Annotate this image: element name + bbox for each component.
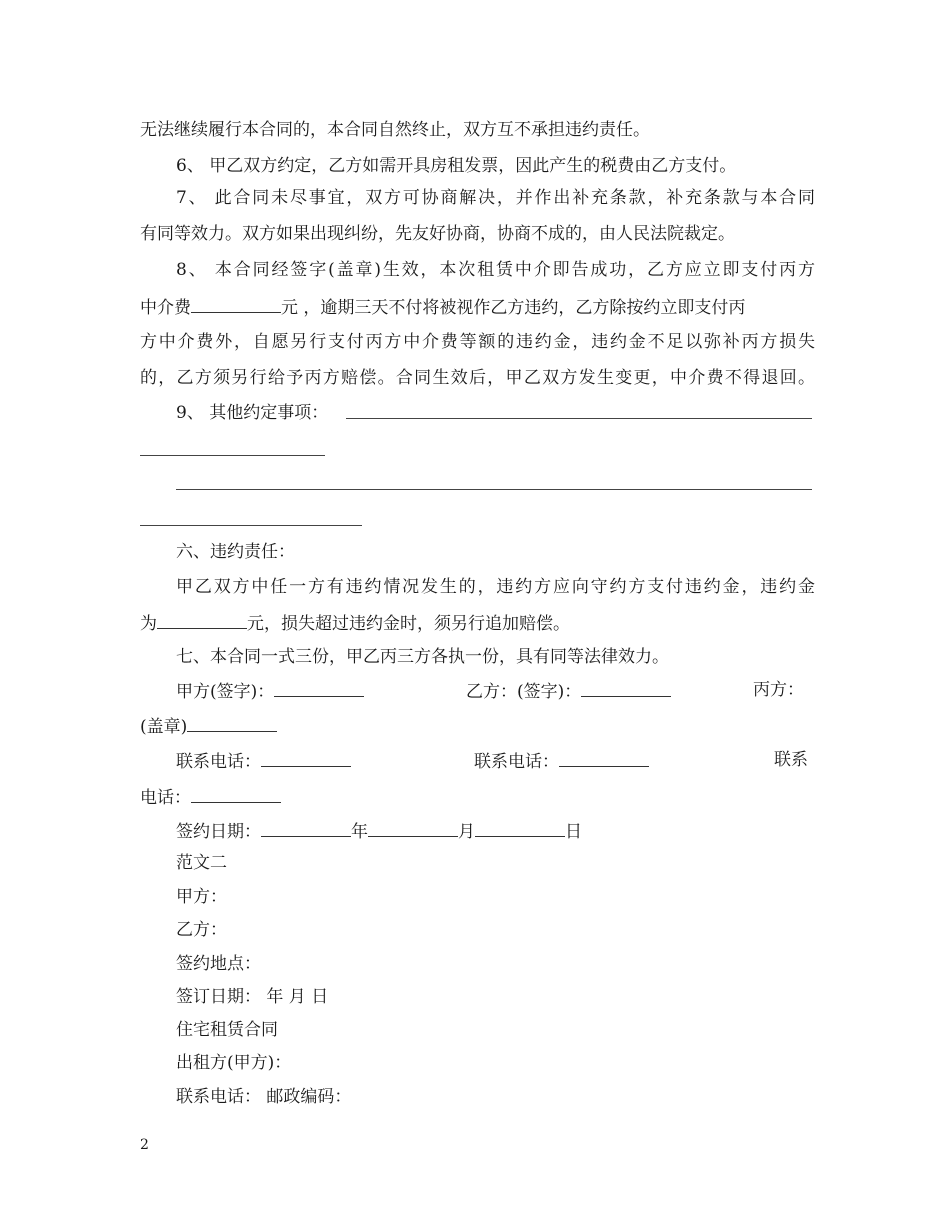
paragraph-continuation: 无法继续履行本合同的，本合同自然终止，双方互不承担违约责任。 <box>140 120 650 140</box>
phone-party-c: 电话： <box>140 785 815 807</box>
signature-party-c-seal: (盖章) <box>140 714 815 736</box>
clause-8-fee-text: 元 ，逾期三天不付将被视作乙方违约，乙方除按约立即支付丙 <box>281 298 746 318</box>
section-6-penalty-text: 元，损失超过违约金时，须另行追加赔偿。 <box>247 614 570 634</box>
clause-9-label: 9、 其他约定事项： <box>176 403 329 423</box>
clause-9-rule-1 <box>346 418 812 419</box>
contact-field: 联系电话： 邮政编码： <box>176 1087 352 1107</box>
month-blank <box>368 819 458 837</box>
phone-party-a: 联系电话： <box>176 749 351 773</box>
sign-date-line: 签约日期： 年 月 日 <box>176 819 815 841</box>
penalty-amount-blank <box>157 611 247 629</box>
clause-9-rule-4 <box>140 525 362 526</box>
signature-party-a: 甲方(签字)： <box>176 679 364 703</box>
party-a-field: 甲方： <box>176 887 227 907</box>
phone-a-blank <box>261 749 351 767</box>
phone-c-blank <box>191 785 281 803</box>
section-6-line-2 <box>140 611 815 633</box>
clause-8-line-4: 的，乙方须另行给予丙方赔偿。合同生效后，甲乙双方发生变更，中介费不得退回。 <box>140 368 815 388</box>
phone-b-blank <box>559 749 649 767</box>
signature-row <box>176 679 810 701</box>
year-blank <box>261 819 351 837</box>
lessor-field: 出租方(甲方)： <box>176 1053 292 1073</box>
party-b-field: 乙方： <box>176 920 227 940</box>
section-6-penalty-label: 为 <box>140 614 157 634</box>
clause-8-fee-label: 中介费 <box>140 298 191 318</box>
seal-blank <box>187 714 277 732</box>
phone-party-b: 联系电话： <box>474 749 649 773</box>
clause-9-rule-2 <box>140 455 325 456</box>
section-6-title: 六、违约责任： <box>176 542 295 562</box>
contract-title: 住宅租赁合同 <box>176 1020 278 1040</box>
clause-8-line-2 <box>140 295 815 317</box>
clause-7-line-1: 7、 此合同未尽事宜，双方可协商解决，并作出补充条款，补充条款与本合同 <box>176 188 815 208</box>
phone-row <box>176 749 810 771</box>
fee-amount-blank <box>191 295 281 313</box>
sample-2-title: 范文二 <box>176 853 227 873</box>
page-number: 2 <box>140 1137 149 1153</box>
phone-party-c-label: 联系 <box>774 750 808 770</box>
clause-8-line-1: 8、 本合同经签字(盖章)生效，本次租赁中介即告成功，乙方应立即支付丙方 <box>176 260 815 280</box>
clause-6: 6、 甲乙双方约定，乙方如需开具房租发票，因此产生的税费由乙方支付。 <box>176 156 737 176</box>
day-blank <box>475 819 565 837</box>
clause-8-line-3: 方中介费外，自愿另行支付丙方中介费等额的违约金，违约金不足以弥补丙方损失 <box>140 332 815 352</box>
section-6-line-1: 甲乙双方中任一方有违约情况发生的，违约方应向守约方支付违约金，违约金 <box>176 577 815 597</box>
sign-place-field: 签约地点： <box>176 954 261 974</box>
clause-9-rule-3 <box>176 489 812 490</box>
signature-a-blank <box>274 679 364 697</box>
clause-7-line-2: 有同等效力。双方如果出现纠纷，先友好协商，协商不成的，由人民法院裁定。 <box>140 224 735 244</box>
sign-date-field: 签订日期： 年 月 日 <box>176 987 329 1007</box>
signature-party-c: 丙方： <box>753 680 804 700</box>
signature-party-b: 乙方：(签字)： <box>466 679 671 703</box>
section-7: 七、本合同一式三份，甲乙丙三方各执一份，具有同等法律效力。 <box>176 647 669 667</box>
signature-b-blank <box>581 679 671 697</box>
